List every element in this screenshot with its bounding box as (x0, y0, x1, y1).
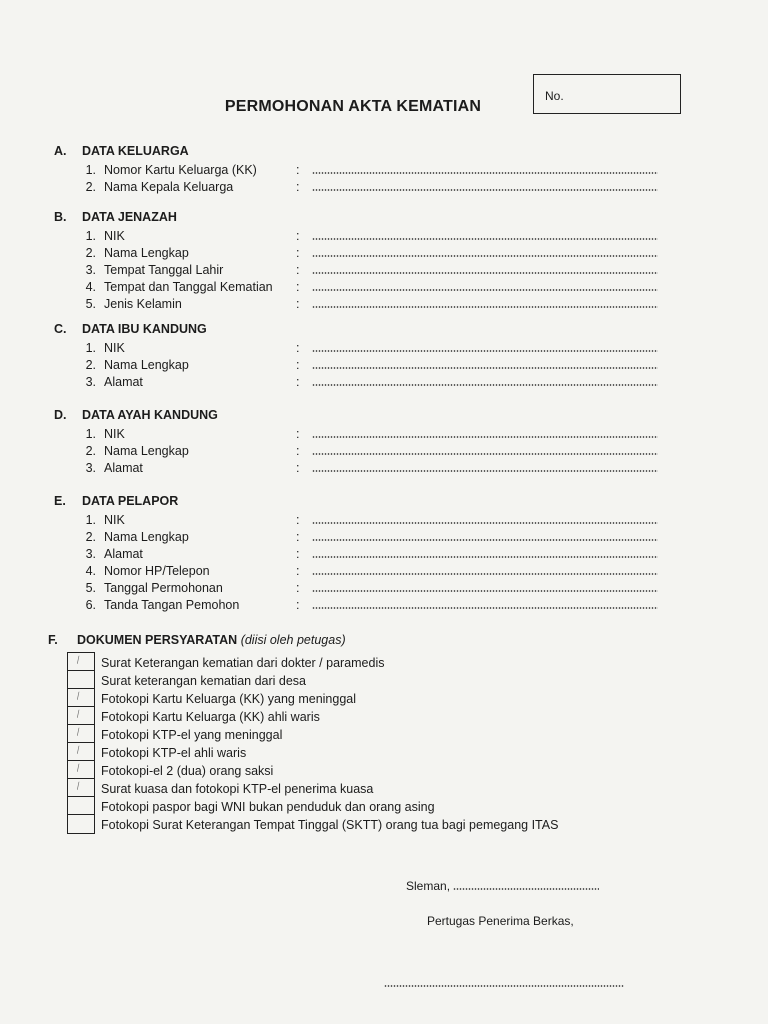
document-checkbox[interactable] (68, 671, 94, 689)
field-label: Nomor HP/Telepon (104, 564, 210, 578)
document-item-label: Fotokopi Kartu Keluarga (KK) yang meninggal (101, 692, 357, 706)
officer-label: Pertugas Penerima Berkas, (427, 914, 574, 928)
field-input-line[interactable] (312, 607, 658, 609)
document-checkbox[interactable] (68, 653, 94, 671)
document-item-label: Surat kuasa dan fotokopi KTP-el penerima kuasa (101, 782, 374, 796)
check-mark-icon: ⁄ (76, 655, 82, 666)
document-item-label: Surat Keterangan kematian dari dokter / paramedis (101, 656, 385, 670)
field-colon: : (296, 263, 300, 277)
field-input-line[interactable] (312, 470, 658, 472)
field-input-line[interactable] (312, 189, 658, 191)
field-input-line[interactable] (312, 453, 658, 455)
field-colon: : (296, 358, 300, 372)
field-colon: : (296, 598, 300, 612)
check-mark-icon: ⁄ (76, 727, 82, 738)
document-checkbox[interactable] (68, 797, 94, 815)
document-checkbox[interactable] (68, 815, 94, 833)
field-label: Tanggal Permohonan (104, 581, 223, 595)
field-colon: : (296, 564, 300, 578)
document-item-label: Fotokopi-el 2 (dua) orang saksi (101, 764, 274, 778)
document-item-label: Fotokopi KTP-el ahli waris (101, 746, 247, 760)
field-label: Alamat (104, 375, 143, 389)
field-label: Jenis Kelamin (104, 297, 182, 311)
form-field-row (0, 581, 768, 598)
document-checklist (101, 654, 558, 834)
field-input-line[interactable] (312, 238, 658, 240)
field-number: 1. (85, 163, 96, 177)
field-number: 4. (85, 280, 96, 294)
check-mark-icon: ⁄ (76, 781, 82, 792)
field-colon: : (296, 341, 300, 355)
section-letter: C. (54, 322, 67, 336)
field-colon: : (296, 427, 300, 441)
section-title: DATA JENAZAH (82, 210, 177, 224)
form-field-row (0, 375, 768, 392)
field-number: 1. (85, 513, 96, 527)
field-label: Nama Kepala Keluarga (104, 180, 234, 194)
section-f-title (77, 633, 346, 647)
document-checkbox[interactable] (68, 707, 94, 725)
field-colon: : (296, 180, 300, 194)
section-letter: A. (54, 144, 67, 158)
form-field-row (0, 547, 768, 564)
form-field-row (0, 263, 768, 280)
document-checkbox[interactable] (68, 689, 94, 707)
field-input-line[interactable] (312, 522, 658, 524)
field-input-line[interactable] (312, 272, 658, 274)
field-number: 2. (85, 246, 96, 260)
field-colon: : (296, 513, 300, 527)
document-checkbox[interactable] (68, 725, 94, 743)
document-checklist-boxes (67, 652, 95, 834)
document-item-label: Surat keterangan kematian dari desa (101, 674, 306, 688)
field-label: Nomor Kartu Keluarga (KK) (104, 163, 257, 177)
field-number: 6. (85, 598, 96, 612)
field-number: 1. (85, 427, 96, 441)
number-label: No. (545, 89, 564, 103)
section-f-note: (diisi oleh petugas) (240, 633, 346, 647)
check-mark-icon: ⁄ (76, 691, 82, 702)
section-title: DATA KELUARGA (82, 144, 189, 158)
field-number: 1. (85, 341, 96, 355)
form-field-row (0, 229, 768, 246)
section-f-title-text: DOKUMEN PERSYARATAN (77, 633, 238, 647)
field-label: Nama Lengkap (104, 444, 189, 458)
field-label: Alamat (104, 461, 143, 475)
field-input-line[interactable] (312, 172, 658, 174)
field-input-line[interactable] (312, 590, 658, 592)
form-field-row (0, 280, 768, 297)
place-label: Sleman, (406, 879, 451, 893)
field-colon: : (296, 246, 300, 260)
document-item-label: Fotokopi Surat Keterangan Tempat Tinggal (SKTT) orang tua bagi pemegang ITAS (101, 818, 559, 832)
page-title: PERMOHONAN AKTA KEMATIAN (224, 98, 482, 115)
field-colon: : (296, 229, 300, 243)
date-field[interactable] (453, 888, 599, 890)
check-mark-icon: ⁄ (76, 763, 82, 774)
field-number: 5. (85, 581, 96, 595)
field-input-line[interactable] (312, 556, 658, 558)
field-number: 5. (85, 297, 96, 311)
field-colon: : (296, 581, 300, 595)
form-field-row (0, 461, 768, 478)
section-title: DATA AYAH KANDUNG (82, 408, 218, 422)
field-number: 4. (85, 564, 96, 578)
form-field-row (0, 530, 768, 547)
field-colon: : (296, 444, 300, 458)
form-field-row (0, 341, 768, 358)
section-letter: D. (54, 408, 67, 422)
section-title: DATA PELAPOR (82, 494, 179, 508)
field-number: 3. (85, 461, 96, 475)
form-field-row (0, 564, 768, 581)
field-number: 3. (85, 263, 96, 277)
field-label: NIK (104, 341, 125, 355)
check-mark-icon: ⁄ (76, 709, 82, 720)
field-colon: : (296, 375, 300, 389)
form-field-row (0, 246, 768, 263)
field-number: 2. (85, 180, 96, 194)
form-field-row (0, 163, 768, 180)
form-field-row (0, 427, 768, 444)
field-label: Nama Lengkap (104, 358, 189, 372)
field-number: 2. (85, 444, 96, 458)
form-field-row (0, 444, 768, 461)
field-colon: : (296, 530, 300, 544)
field-colon: : (296, 461, 300, 475)
field-label: NIK (104, 229, 125, 243)
section-letter: E. (54, 494, 66, 508)
document-checkbox[interactable] (68, 743, 94, 761)
field-input-line[interactable] (312, 289, 658, 291)
document-checkbox[interactable] (68, 761, 94, 779)
field-number: 3. (85, 547, 96, 561)
field-colon: : (296, 297, 300, 311)
field-input-line[interactable] (312, 573, 658, 575)
field-input-line[interactable] (312, 539, 658, 541)
field-input-line[interactable] (312, 367, 658, 369)
field-label: Tempat Tanggal Lahir (104, 263, 224, 277)
field-input-line[interactable] (312, 436, 658, 438)
document-item-label: Fotokopi KTP-el yang meninggal (101, 728, 283, 742)
field-label: Tempat dan Tanggal Kematian (104, 280, 273, 294)
form-field-row (0, 513, 768, 530)
check-mark-icon: ⁄ (76, 745, 82, 756)
field-number: 3. (85, 375, 96, 389)
document-item-label: Fotokopi paspor bagi WNI bukan penduduk dan orang asing (101, 800, 435, 814)
field-colon: : (296, 163, 300, 177)
field-label: Alamat (104, 547, 143, 561)
field-number: 2. (85, 358, 96, 372)
field-input-line[interactable] (312, 306, 658, 308)
field-label: Tanda Tangan Pemohon (104, 598, 240, 612)
field-label: NIK (104, 427, 125, 441)
field-colon: : (296, 280, 300, 294)
section-f-letter: F. (48, 633, 58, 647)
form-field-row (0, 297, 768, 314)
section-letter: B. (54, 210, 67, 224)
field-input-line[interactable] (312, 255, 658, 257)
field-number: 2. (85, 530, 96, 544)
field-label: Nama Lengkap (104, 246, 189, 260)
document-item-label: Fotokopi Kartu Keluarga (KK) ahli waris (101, 710, 320, 724)
place-date (406, 879, 599, 893)
field-input-line[interactable] (312, 384, 658, 386)
field-colon: : (296, 547, 300, 561)
field-label: NIK (104, 513, 125, 527)
officer-signature-line[interactable] (384, 985, 624, 987)
field-number: 1. (85, 229, 96, 243)
section-title: DATA IBU KANDUNG (82, 322, 207, 336)
field-label: Nama Lengkap (104, 530, 189, 544)
document-checkbox[interactable] (68, 779, 94, 797)
form-field-row (0, 598, 768, 615)
form-field-row (0, 358, 768, 375)
field-input-line[interactable] (312, 350, 658, 352)
form-field-row (0, 180, 768, 197)
